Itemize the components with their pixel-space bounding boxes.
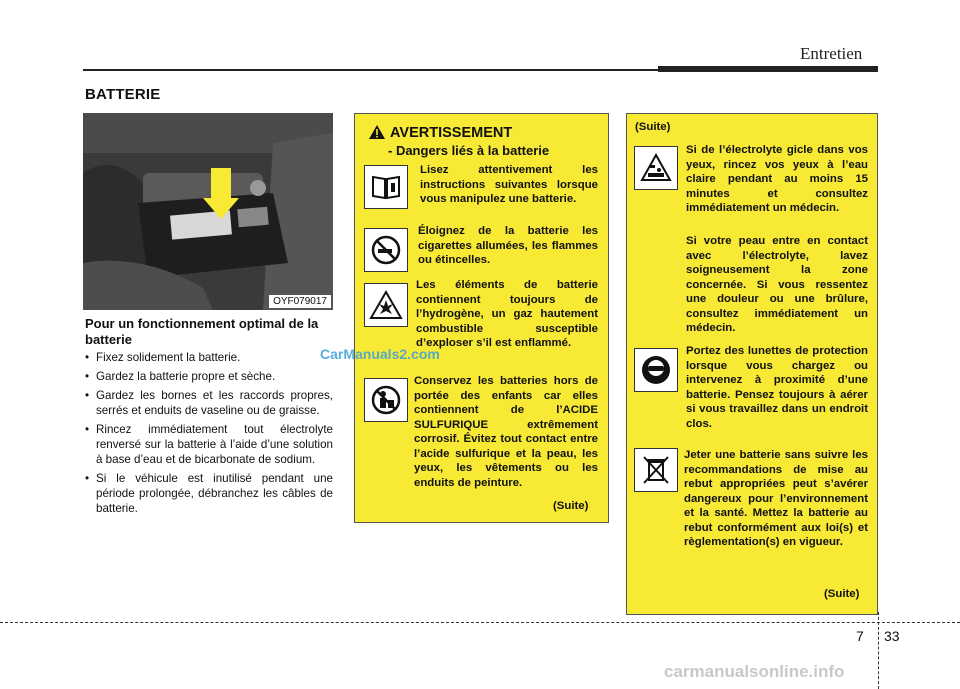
- warning-title: AVERTISSEMENT: [390, 125, 513, 141]
- watermark-site: CarManuals2.com: [320, 346, 440, 362]
- warning-item-text: Si votre peau entre en contact avec l’électrolyte, lavez soigneusement la zone concernée. Si vous ressentez une douleur ou une brûlure, consultez immédiatement un médecin.: [686, 235, 868, 334]
- no-trash-bin-icon: [634, 448, 678, 492]
- bullet-item: • Gardez les bornes et les raccords propres, serrés et enduits de vaseline ou de graisse.: [85, 388, 333, 418]
- warning-item-text: Lisez attentivement les instructions suivantes lorsque vous manipulez une batterie.: [420, 164, 598, 205]
- footer-divider: [878, 612, 879, 689]
- bullet-item: • Si le véhicule est inutilisé pendant une période prolongée, débranchez les câbles de batterie.: [85, 471, 333, 516]
- no-smoking-icon: [364, 228, 408, 272]
- bullet-item: • Rincez immédiatement tout électrolyte renversé sur la batterie à l’aide d’une solution à base d’eau et de bicarbonate de sodium.: [85, 422, 333, 467]
- page-number: 33: [884, 628, 900, 644]
- optimal-operation-heading: Pour un fonctionnement optimal de la batterie: [85, 316, 319, 347]
- warning-item-text: Portez des lunettes de protection lorsque vous chargez ou intervenez à proximité d’une batterie. Pensez toujours à aérer si vous travaillez dans un endroit clos.: [686, 345, 868, 430]
- eye-protection-icon: [634, 348, 678, 392]
- explosion-icon: [364, 283, 408, 327]
- acid-corrosive-icon: [634, 146, 678, 190]
- warning-item-text: Les éléments de batterie contiennent toujours de l’hydrogène, un gaz hautement combustible susceptible d’exploser s’il est enflammé.: [416, 279, 598, 349]
- header-rule: [83, 69, 658, 71]
- warning-triangle-icon: [368, 124, 386, 140]
- manual-book-icon: [364, 165, 408, 209]
- warning-item-text: Conservez les batteries hors de portée des enfants car elles contiennent de l’ACIDE SULFURIQUE extrêmement corrosif. Évitez tout contact entre l’acide sulfurique et la peau, les yeux, les vêtements ou les enduits de peinture.: [414, 375, 598, 489]
- footer-rule: [0, 622, 960, 623]
- warning-item-text: Jeter une batterie sans suivre les recommandations de mise au rebut appropriées peut s’avérer dangereux pour l’environnement et la santé. Mettez la batterie au rebut conformément aux loi(s) et règlementation(s) en vigueur.: [684, 449, 868, 548]
- section-title: BATTERIE: [85, 86, 161, 103]
- keep-away-children-icon: [364, 378, 408, 422]
- continued-label: (Suite): [824, 588, 860, 600]
- maintenance-bullets: [85, 350, 333, 520]
- battery-engine-bay-image: [83, 113, 333, 310]
- chapter-title: Entretien: [800, 44, 863, 63]
- continued-header: (Suite): [635, 121, 671, 133]
- battery-photo: [83, 113, 333, 310]
- header-bar: [658, 66, 878, 72]
- watermark-footer: carmanualsonline.info: [664, 662, 845, 681]
- warning-item-text: Si de l’électrolyte gicle dans vos yeux, rincez vos yeux à l’eau claire pendant au moins 15 minutes et consultez immédiatement un médecin.: [686, 144, 868, 214]
- continued-label: (Suite): [553, 500, 589, 512]
- warning-item-text: Éloignez de la batterie les cigarettes allumées, les flammes ou étincelles.: [418, 225, 598, 266]
- photo-caption: OYF079017: [269, 295, 331, 308]
- bullet-item: • Fixez solidement la batterie.: [85, 350, 333, 365]
- warning-subtitle: - Dangers liés à la batterie: [388, 143, 550, 158]
- chapter-number: 7: [856, 628, 864, 644]
- bullet-item: • Gardez la batterie propre et sèche.: [85, 369, 333, 384]
